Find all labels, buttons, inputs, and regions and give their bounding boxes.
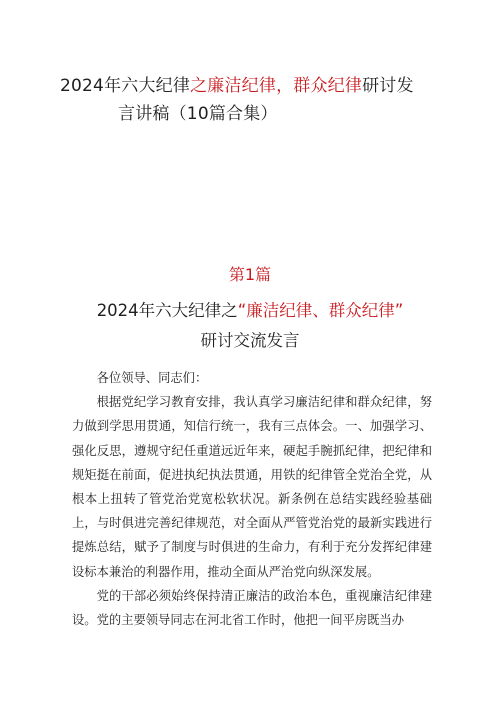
section-title-highlight: “廉洁纪律、群众纪律” (237, 301, 404, 320)
section-title-line1 (0, 296, 500, 326)
salutation-paragraph: 各位领导、同志们： (96, 371, 208, 385)
document-title-line1 (60, 72, 450, 100)
body-text (72, 366, 432, 632)
document-title (60, 72, 450, 128)
section-title (0, 296, 500, 356)
title-suffix: 研讨发 (362, 76, 414, 96)
body-paragraph: 根据党纪学习教育安排，我认真学习廉洁纪律和群众纪律，努力做到学思用贯通，知信行统一，我有三点体会。一、加强学习、强化反思，遵规守纪任重道远近年来，硬起手腕抓纪律，把纪律和规矩挺在前面，促进执纪执法贯通，用铁的纪律管全党治全党，从根本上扭转了管党治党宽松软状况。新条例在总结实践经验基础上，与时俱进完善纪律规范，对全面从严管党治党的最新实践进行提炼总结，赋予了制度与时俱进的生命力，有利于充分发挥纪律建设标本兼治的利器作用，推动全面从严治党向纵深发展。 (72, 395, 432, 579)
title-highlight: 之廉洁纪律，群众纪律 (190, 76, 363, 96)
document-title-line2: 言讲稿（10篇合集） (118, 104, 278, 124)
title-prefix: 2024年六大纪律 (60, 76, 191, 96)
part-label: 第1篇 (228, 265, 272, 284)
section-title-prefix: 2024年六大纪律之 (96, 301, 238, 320)
section-title-line2: 研讨交流发言 (200, 331, 300, 350)
body-paragraph: 党的干部必须始终保持清正廉洁的政治本色，重视廉洁纪律建设。党的主要领导同志在河北省工作时，他把一间平房既当办 (72, 588, 432, 628)
